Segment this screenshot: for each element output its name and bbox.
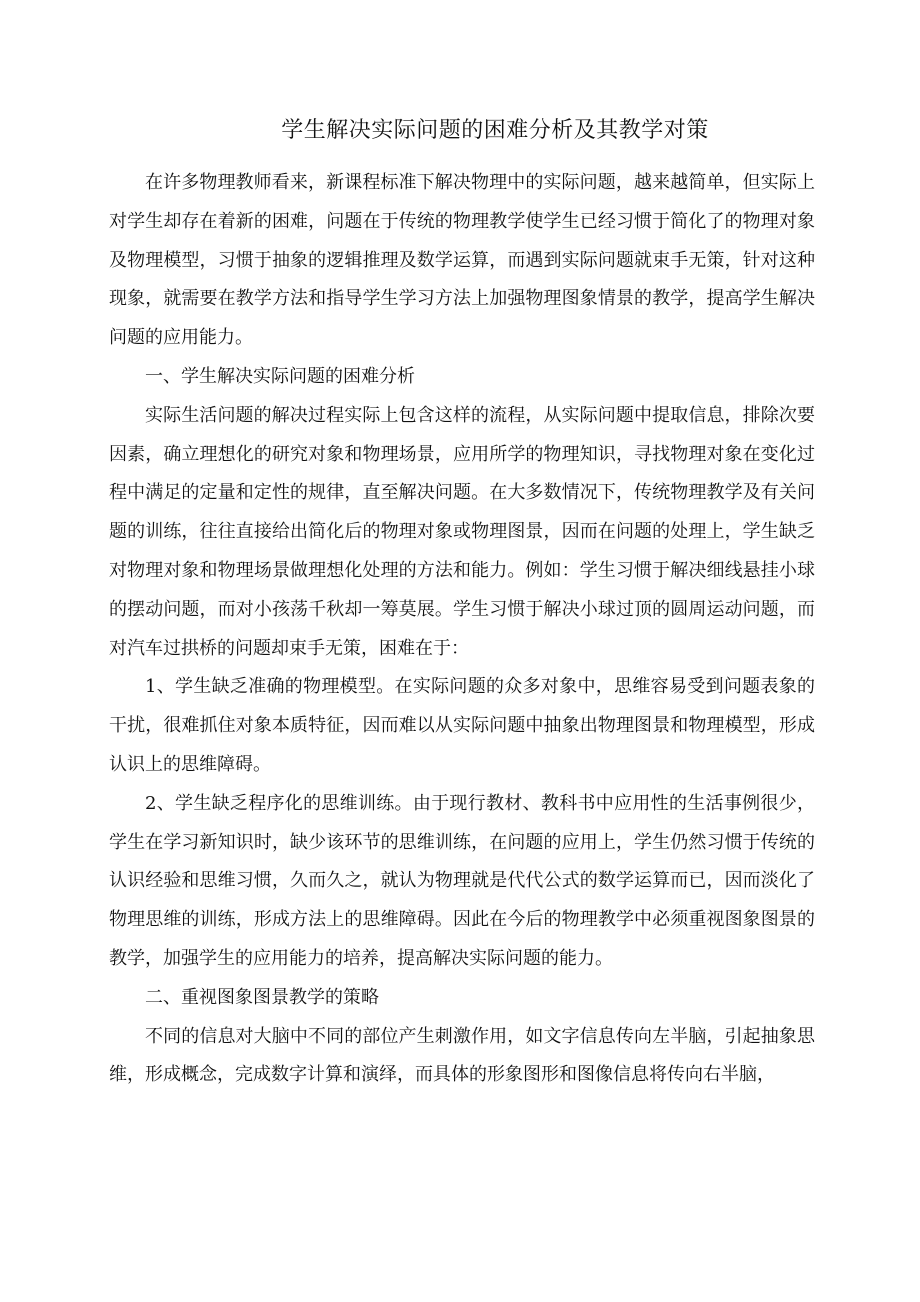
paragraph-intro: 在许多物理教师看来，新课程标准下解决物理中的实际问题，越来越简单，但实际上对学生却存在着新的困难，问题在于传统的物理教学使学生已经习惯于简化了的物理对象及物理模型，习惯于抽象的逻辑推理及数学运算，而遇到实际问题就束手无策，针对这种现象，就需要在教学方法和指导学生学习方法上加强物理图象情景的教学，提高学生解决问题的应用能力。 [109,172,815,349]
paragraph-strategy: 不同的信息对大脑中不同的部位产生刺激作用，如文字信息传向左半脑，引起抽象思维，形成概念，完成数字计算和演绎，而具体的形象图形和图像信息将传向右半脑， [109,1025,815,1086]
section-heading-2: 二、重视图象图景教学的策略 [145,986,379,1008]
paragraph-analysis: 实际生活问题的解决过程实际上包含这样的流程，从实际问题中提取信息，排除次要因素，确立理想化的研究对象和物理场景，应用所学的物理知识，寻找物理对象在变化过程中满足的定量和定性的规律，直至解决问题。在大多数情况下，传统物理教学及有关问题的训练，往往直接给出简化后的物理对象或物理图景，因而在问题的处理上，学生缺乏对物理对象和物理场景做理想化处理的方法和能力。例如：学生习惯于解决细线悬挂小球的摆动问题，而对小孩荡千秋却一筹莫展。学生习惯于解决小球过顶的圆周运动问题，而对汽车过拱桥的问题却束手无策，困难在于： [109,404,815,659]
section-heading-1: 一、学生解决实际问题的困难分析 [145,365,415,387]
document-title: 学生解决实际问题的困难分析及其教学对策 [281,118,709,143]
paragraph-point-1: 1、学生缺乏准确的物理模型。在实际问题的众多对象中，思维容易受到问题表象的干扰，很难抓住对象本质特征，因而难以从实际问题中抽象出物理图景和物理模型，形成认识上的思维障碍。 [109,676,815,775]
paragraph-point-2: 2、学生缺乏程序化的思维训练。由于现行教材、教科书中应用性的生活事例很少，学生在学习新知识时，缺少该环节的思维训练，在问题的应用上，学生仍然习惯于传统的认识经验和思维习惯，久而久之，就认为物理就是代代公式的数学运算而已，因而淡化了物理思维的训练，形成方法上的思维障碍。因此在今后的物理教学中必须重视图象图景的教学，加强学生的应用能力的培养，提高解决实际问题的能力。 [109,792,815,969]
document-body [109,164,815,1095]
